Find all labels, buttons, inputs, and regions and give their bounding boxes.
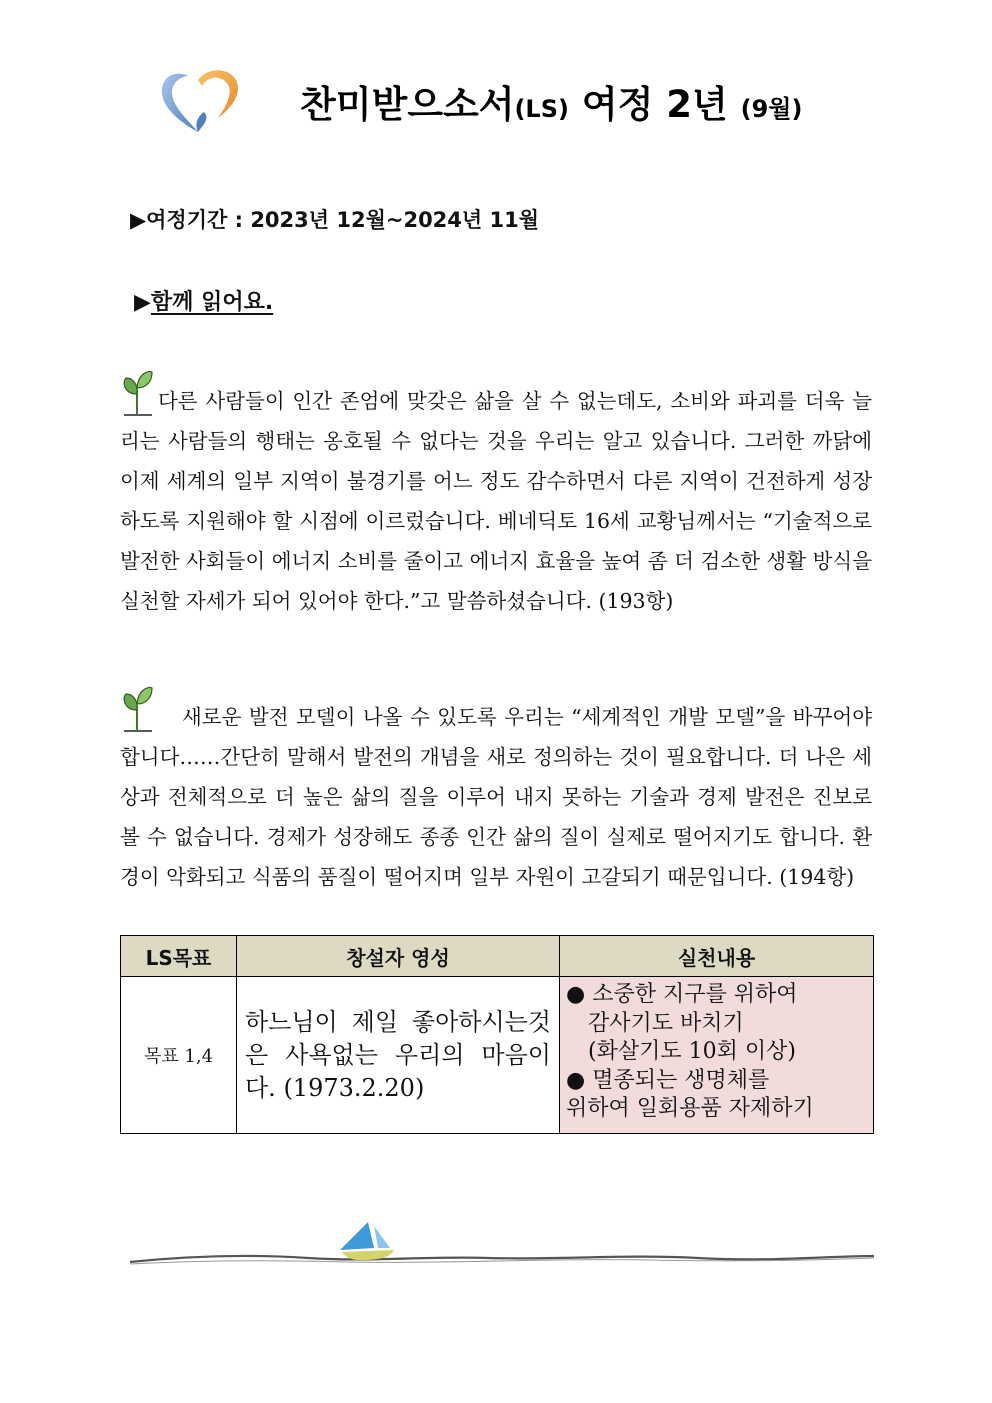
header-founder-spirituality: 창설자 영성 (237, 936, 560, 977)
sailboat-icon (128, 1218, 876, 1272)
page-title: 찬미받으소서(LS) 여정 2년 (9월) (300, 83, 803, 126)
goal-cell: 목표 1,4 (121, 977, 237, 1134)
founder-quote-cell: 하느님이 제일 좋아하시는것은 사욕없는 우리의 마음이다. (1973.2.20) (237, 977, 560, 1134)
read-together-label: 함께 읽어요. (150, 290, 274, 315)
practice-item: ● 멸종되는 생명체를 (566, 1067, 770, 1093)
practice-item: 위하여 일회용품 자제하기 (566, 1096, 814, 1121)
paragraph-194: 새로운 발전 모델이 나올 수 있도록 우리는 “세계적인 개발 모델”을 바꾸어야 합니다……간단히 말해서 발전의 개념을 새로 정의하는 것이 필요합니다. 더 나은 세상과 전체적으로 더 높은 삶의 질을 이루어 내지 못하는 기술과 경제 발전은 진보로 볼 수 없습니다. 경제가 성장해도 종종 인간 삶의 질이 실제로 떨어지기도 합니다. 환경이 악화되고 식품의 품질이 떨어지며 일부 자원이 고갈되기 때문입니다. (194항) (120, 684, 872, 897)
heart-logo-icon (158, 66, 242, 136)
table-header-row (121, 936, 874, 977)
paragraph-193: 다른 사람들이 인간 존엄에 맞갖은 삶을 살 수 없는데도, 소비와 파괴를 더욱 늘리는 사람들의 행태는 옹호될 수 없다는 것을 우리는 알고 있습니다. 그러한 까닭에 이제 세계의 일부 지역이 불경기를 어느 정도 감수하면서 다른 지역이 건전하게 성장하도록 지원해야 할 시점에 이르렀습니다. 베네딕토 16세 교황님께서는 “기술적으로 발전한 사회들이 에너지 소비를 줄이고 에너지 효율을 높여 좀 더 검소한 생활 방식을 실천할 자세가 되어 있어야 한다.”고 말씀하셨습니다. (193항) (120, 368, 872, 621)
ls-goal-table (120, 935, 874, 1134)
practice-item: (화살기도 10회 이상) (588, 1039, 796, 1064)
practice-cell (560, 977, 874, 1134)
header-ls-goal: LS목표 (121, 936, 237, 977)
table-row (121, 977, 874, 1134)
practice-item: ● 소중한 지구를 위하여 (566, 982, 798, 1007)
header-practice: 실천내용 (560, 936, 874, 977)
practice-item: 감사기도 바치기 (588, 1010, 744, 1036)
read-together-heading: ▶함께 읽어요. (134, 290, 274, 315)
sprout-icon (120, 368, 154, 418)
sprout-icon (120, 684, 154, 734)
journey-period: ▶여정기간 : 2023년 12월~2024년 11월 (130, 208, 540, 232)
